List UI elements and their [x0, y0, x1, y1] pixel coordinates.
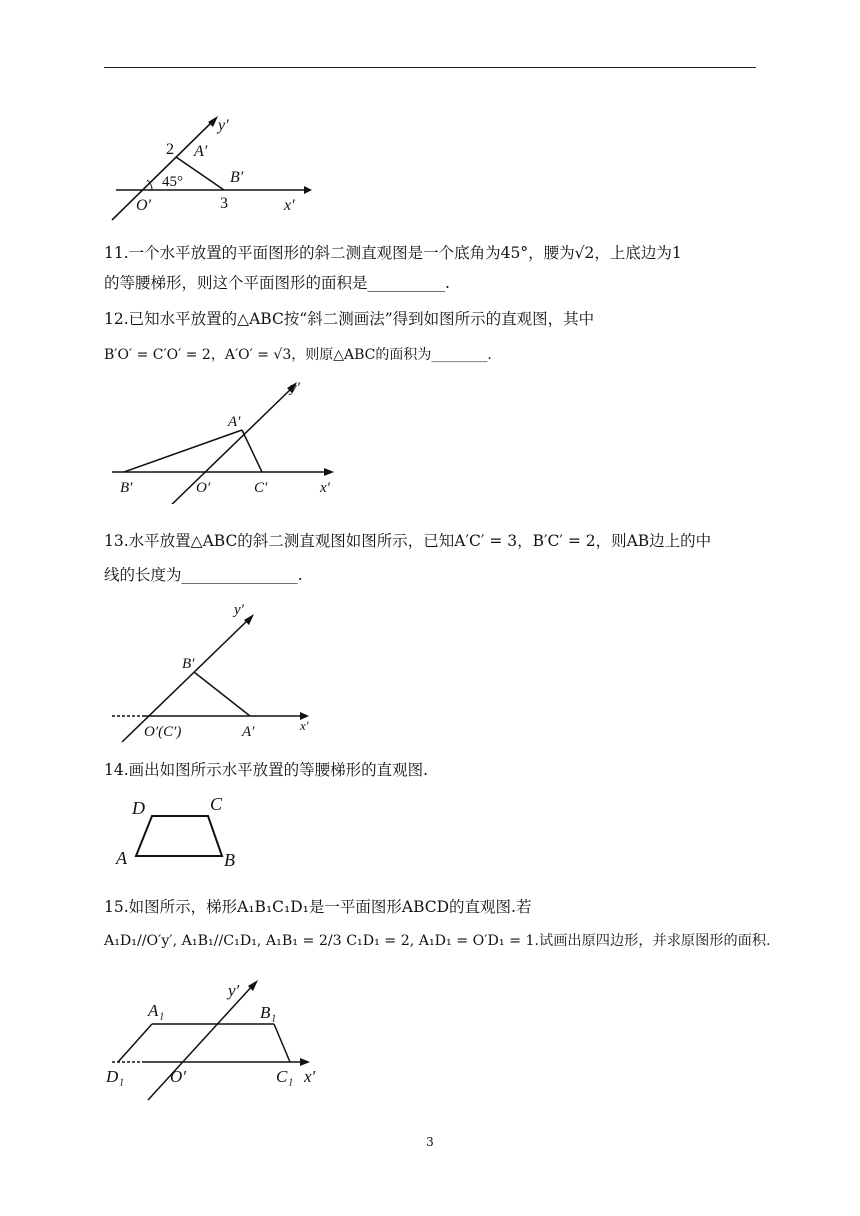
fig10-x-label: x′ [284, 197, 295, 214]
fig14-c-label: C [210, 794, 223, 814]
fig13-a-label: A′ [242, 724, 255, 740]
header-rule [104, 67, 756, 68]
fig12-c-label: C′ [254, 480, 268, 496]
fig15-a-label: A₁ [148, 1001, 165, 1020]
fig10-y-label: y′ [218, 117, 229, 134]
fig13-y-label: y′ [234, 602, 244, 618]
figure-q10 [104, 108, 324, 224]
fig12-x-label: x′ [320, 480, 330, 496]
q13-line2: 线的长度为_______________. [104, 566, 303, 584]
fig10-2-label: 2 [166, 141, 174, 158]
q12-line2: B′O′ = C′O′ = 2，A′O′ = √3，则原△ABC的面积为________. [104, 347, 492, 363]
fig10-angle-label: 45° [162, 174, 183, 190]
q15-line1: 15.如图所示，梯形A₁B₁C₁D₁是一平面图形ABCD的直观图.若 [104, 898, 532, 916]
fig10-3-label: 3 [220, 195, 228, 212]
fig15-o-label: O′ [170, 1067, 186, 1086]
fig14-d-label: D [132, 798, 145, 818]
fig15-d-label: D₁ [106, 1067, 125, 1086]
fig10-b-label: B′ [230, 169, 244, 186]
fig12-y-label: y′ [290, 380, 300, 396]
q12-line1: 12.已知水平放置的△ABC按“斜二测画法”得到如图所示的直观图，其中 [104, 310, 595, 328]
page-number: 3 [426, 1135, 434, 1149]
figure-q12 [104, 376, 354, 504]
q15-line2: A₁D₁//O′y′, A₁B₁//C₁D₁, A₁B₁ = 2/3 C₁D₁ = 2, A₁D₁ = O′D₁ = 1.试画出原四边形，并求原图形的面积. [104, 933, 771, 949]
fig14-a-label: A [116, 848, 127, 868]
fig14-b-label: B [224, 850, 235, 870]
fig10-a-label: A′ [194, 143, 208, 160]
q13-line1: 13.水平放置△ABC的斜二测直观图如图所示，已知A′C′ = 3，B′C′ = 2，则AB边上的中 [104, 532, 712, 550]
q11-line2: 的等腰梯形，则这个平面图形的面积是__________. [104, 274, 450, 292]
fig12-b-label: B′ [120, 480, 133, 496]
figure-q14 [104, 790, 254, 870]
fig15-b-label: B₁ [260, 1003, 277, 1022]
fig10-o-label: O′ [136, 197, 152, 214]
fig13-o-label: O′(C′) [144, 724, 182, 740]
fig13-x-label: x′ [300, 718, 309, 733]
fig13-b-label: B′ [182, 656, 195, 672]
fig15-y-label: y′ [228, 981, 240, 1000]
q11-line1: 11.一个水平放置的平面图形的斜二测直观图是一个底角为45°，腰为√2，上底边为1 [104, 244, 682, 262]
figure-q13 [104, 596, 324, 746]
q14-line1: 14.画出如图所示水平放置的等腰梯形的直观图. [104, 761, 429, 779]
figure-q15 [104, 976, 334, 1104]
fig12-a-label: A′ [228, 414, 241, 430]
fig12-o-label: O′ [196, 480, 211, 496]
fig15-c-label: C₁ [276, 1067, 294, 1086]
fig15-x-label: x′ [304, 1067, 316, 1086]
